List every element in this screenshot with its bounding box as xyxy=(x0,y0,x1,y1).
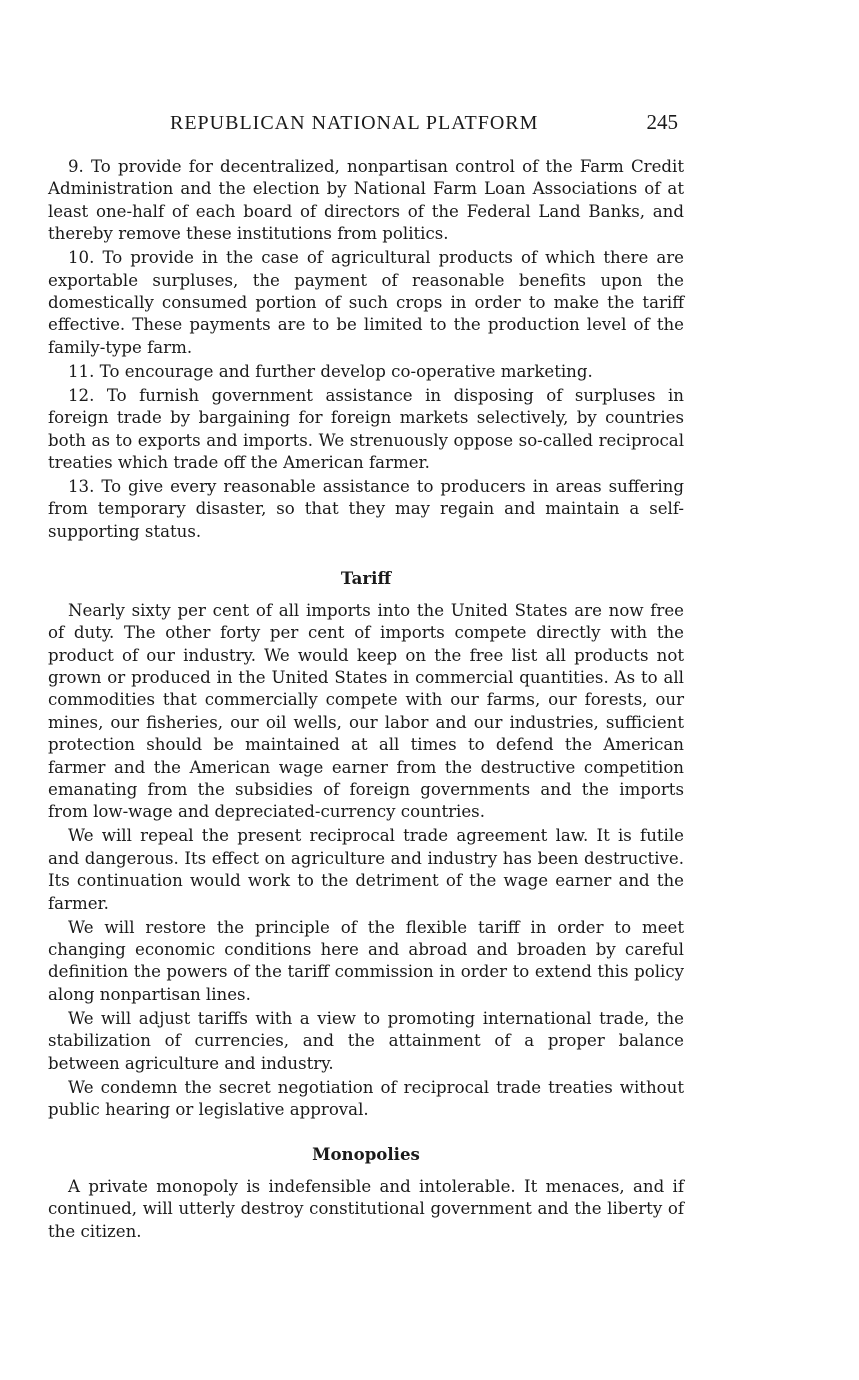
tariff-paragraph: We will restore the principle of the flexible tariff in order to meet changing economic conditions here and abroad and broaden by careful definition the powers of the tariff commission in order to extend this policy along nonpartisan lines. xyxy=(48,917,684,1004)
tariff-paragraph: Nearly sixty per cent of all imports into the United States are now free of duty. The other forty per cent of imports compete directly with the product of our industry. We would keep on the free list all products not grown or produced in the United States in commercial quantities. As to all commodities that commercially compete with our farms, our forests, our mines, our fisheries, our oil wells, our labor and our industries, sufficient protection should be maintained at all times to defend the American farmer and the American wage earner from the destructive competition emanating from the subsidies of foreign governments and the imports from low-wage and depreciated-currency countries. xyxy=(48,600,684,822)
running-title: REPUBLICAN NATIONAL PLATFORM xyxy=(170,112,539,134)
running-header xyxy=(48,108,684,140)
tariff-section xyxy=(48,567,684,1121)
book-page xyxy=(48,108,684,1245)
monopolies-heading: Monopolies xyxy=(312,1144,420,1165)
farm-item-10: 10. To provide in the case of agricultural products of which there are exportable surpluses, the payment of reasonable benefits upon the domestically consumed portion of such crops in order to make the tariff effective. These payments are to be limited to the production level of the family-type farm. xyxy=(48,248,684,357)
tariff-paragraph: We condemn the secret negotiation of reciprocal trade treaties without public hearing or legislative approval. xyxy=(48,1077,684,1119)
monopolies-section xyxy=(48,1143,684,1243)
farm-items-list xyxy=(48,156,684,543)
tariff-paragraph: We will repeal the present reciprocal trade agreement law. It is futile and dangerous. Its effect on agriculture and industry has been destructive. Its continuation would work to the detriment of the wage earner and the farmer. xyxy=(48,826,684,913)
page-body xyxy=(48,156,684,1243)
farm-item-13: 13. To give every reasonable assistance to producers in areas suffering from temporary disaster, so that they may regain and maintain a self-supporting status. xyxy=(48,477,684,541)
tariff-paragraph: We will adjust tariffs with a view to promoting international trade, the stabilization of currencies, and the attainment of a proper balance between agriculture and industry. xyxy=(48,1008,684,1073)
farm-item-12: 12. To furnish government assistance in disposing of surpluses in foreign trade by bargaining for foreign markets selectively, by countries both as to exports and imports. We strenuously oppose so-called reciprocal treaties which trade off the American farmer. xyxy=(48,385,684,473)
page-number: 245 xyxy=(646,110,678,134)
monopolies-paragraph: A private monopoly is indefensible and intolerable. It menaces, and if continued, will utterly destroy constitutional government and the liberty of the citizen. xyxy=(48,1176,684,1241)
farm-item-11: 11. To encourage and further develop co-operative marketing. xyxy=(68,361,593,381)
farm-item-9: 9. To provide for decentralized, nonpartisan control of the Farm Credit Administration and the election by National Farm Loan Associations of at least one-half of each board of directors of the Federal Land Banks, and thereby remove these institutions from politics. xyxy=(48,157,684,244)
tariff-heading: Tariff xyxy=(340,568,392,589)
